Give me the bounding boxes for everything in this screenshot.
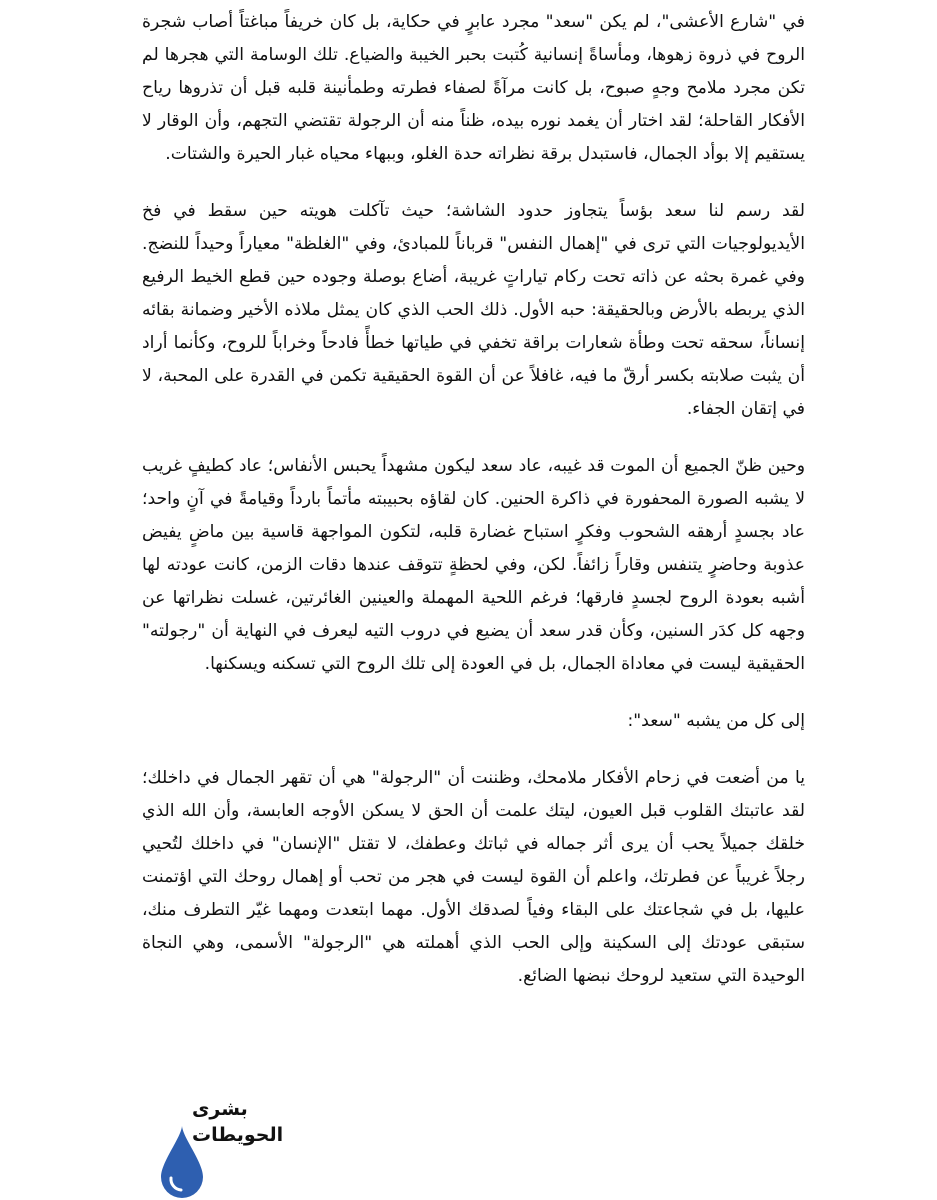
paragraph-intro: في "شارع الأعشى"، لم يكن "سعد" مجرد عابرٍ في حكاية، بل كان خريفاً مباغتاً أصاب شجرة الروح في ذروة زهوها، ومأساةً إنسانية كُتبت بحبر الخيبة والضياع. تلك الوسامة التي هجرها لم تكن مجرد ملامح وجهٍ صبوح، بل كانت مرآةً لصفاء فطرته وطمأنينة قلبه قبل أن تذروها رياح الأفكار القاحلة؛ لقد اختار أن يغمد نوره بيده، ظناً منه أن الرجولة تقتضي التجهم، وأن الوقار لا يستقيم إلا بوأد الجمال، فاستبدل برقة نظراته حدة الغلو، وببهاء محياه غبار الحيرة والشتات.	[142, 12, 805, 164]
water-drop-shape	[161, 1126, 203, 1198]
paragraph-address: إلى كل من يشبه "سعد":	[627, 711, 805, 731]
paragraph-return: وحين ظنّ الجميع أن الموت قد غيبه، عاد سعد ليكون مشهداً يحبس الأنفاس؛ عاد كطيفٍ غريب لا يشبه الصورة المحفورة في ذاكرة الحنين. كان لقاؤه بحبيبته مأتماً بارداً وقيامةً في آنٍ واحد؛ عاد بجسدٍ أرهقه الشحوب وفكرٍ استباح غضارة قلبه، لتكون المواجهة قاسية بين ماضٍ يفيض عذوبة وحاضرٍ يتنفس وقاراً زائفاً. لكن، وفي لحظةٍ تتوقف عندها دقات الزمن، كانت عودته لها أشبه بعودة الروح لجسدٍ فارقها؛ فرغم اللحية المهملة والعينين الغائرتين، غسلت نظراتها عن وجهه كل كدَر السنين، وكأن قدر سعد أن يضيع في دروب التيه ليعرف في النهاية أن "رجولته" الحقيقية ليست في معاداة الجمال، بل في العودة إلى تلك الروح التي تسكنه ويسكنها.	[142, 456, 805, 674]
paragraph-ideology: لقد رسم لنا سعد بؤساً يتجاوز حدود الشاشة؛ حيث تآكلت هويته حين سقط في فخ الأيديولوجيات التي ترى في "إهمال النفس" قرباناً للمبادئ، وفي "الغلظة" معياراً وحيداً للنضج. وفي غمرة بحثه عن ذاته تحت ركام تياراتٍ غريبة، أضاع بوصلة وجوده حين قطع الخيط الرفيع الذي يربطه بالأرض وبالحقيقة: حبه الأول. ذلك الحب الذي كان يمثل ملاذه الأخير وضمانة بقائه إنساناً، سحقه تحت وطأة شعارات براقة تخفي في طياتها خطأً فادحاً وخراباً للروح، وكأنما أراد أن يثبت صلابته بكسر أرقّ ما فيه، غافلاً عن أن القوة الحقيقية تكمن في القدرة على المحبة، لا في إتقان الجفاء.	[142, 201, 805, 419]
water-drop-icon	[159, 1124, 205, 1200]
author-signature: بشرى الحويطات	[192, 1098, 284, 1146]
paragraph-message: يا من أضعت في زحام الأفكار ملامحك، وظننت أن "الرجولة" هي أن تقهر الجمال في داخلك؛ لقد عاتبتك القلوب قبل العيون، ليتك علمت أن الحق لا يسكن الأوجه العابسة، وأن الله الذي خلقك جميلاً يحب أن يرى أثر جماله في ثباتك وعطفك، لا تقتل "الإنسان" في داخلك لتُحيي رجلاً غريباً عن فطرتك، واعلم أن القوة ليست في هجر من تحب أو إهمال روحك التي اؤتمنت عليها، بل في شجاعتك على البقاء وفياً لصدقك الأول. مهما ابتعدت ومهما غيّر التطرف منك، ستبقى عودتك إلى السكينة وإلى الحب الذي أهملته هي "الرجولة" الأسمى، وهي النجاة الوحيدة التي ستعيد لروحك نبضها الضائع.	[142, 768, 805, 986]
